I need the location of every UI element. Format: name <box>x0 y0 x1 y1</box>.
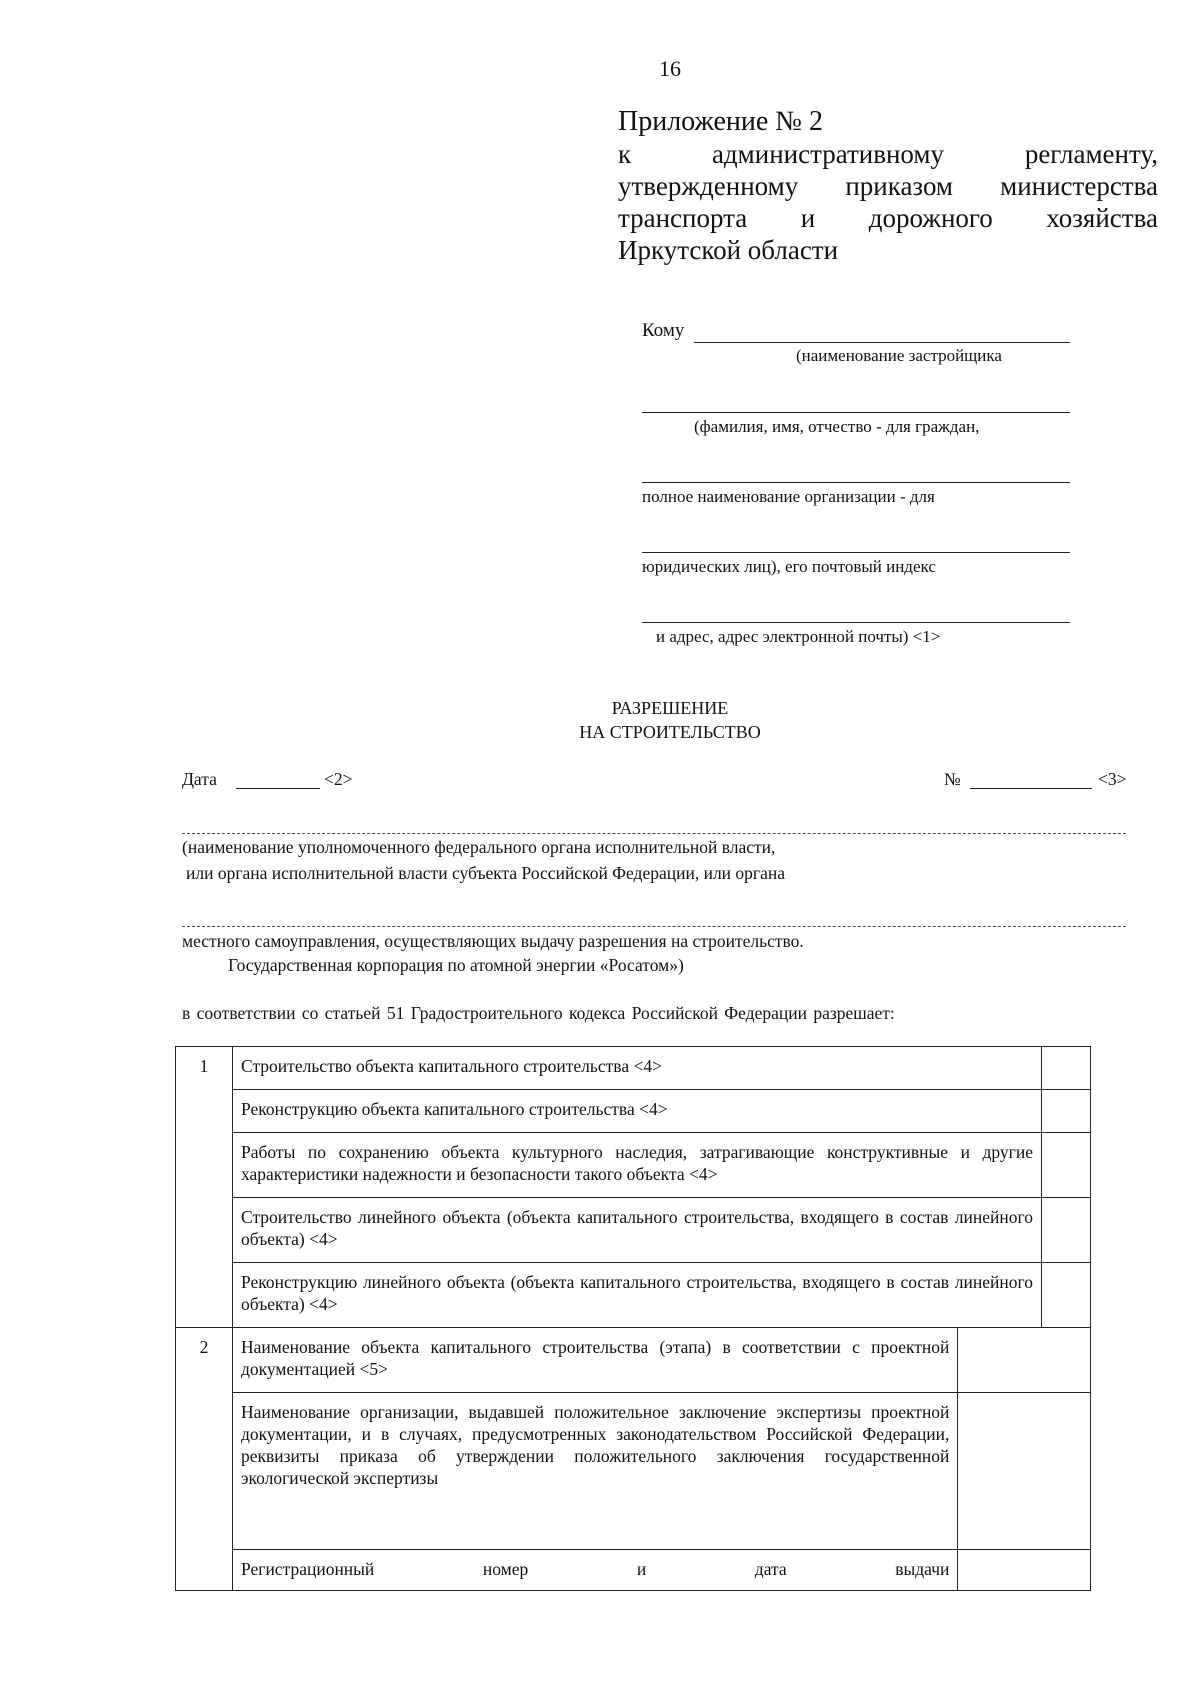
checkbox-cell[interactable] <box>1042 1047 1091 1090</box>
heading-line-2: НА СТРОИТЕЛЬСТВО <box>579 722 761 742</box>
table-cell-label: Строительство объекта капитального строительства <4> <box>233 1047 1042 1090</box>
checkbox-cell[interactable] <box>1042 1263 1091 1328</box>
authority-line-1: (наименование уполномоченного федерального органа исполнительной власти, <box>182 837 776 857</box>
recipient-hint-1: (наименование застройщика <box>796 346 1002 365</box>
table-value-cell[interactable] <box>958 1550 1091 1591</box>
table-row <box>176 1263 1091 1328</box>
appendix-line-2: к административному регламенту, <box>618 139 1158 169</box>
number-field-line[interactable] <box>970 788 1092 789</box>
legal-basis: в соответствии со статьей 51 Градостроительного кодекса Российской Федерации разрешает: <box>182 1003 895 1023</box>
table-row <box>176 1198 1091 1263</box>
table-row <box>176 1090 1091 1133</box>
table-value-cell[interactable] <box>958 1393 1091 1550</box>
appendix-line-4: транспорта и дорожного хозяйства <box>618 203 1158 233</box>
authority-line-2: или органа исполнительной власти субъекта Российской Федерации, или органа <box>186 863 785 883</box>
table-cell-label: Работы по сохранению объекта культурного наследия, затрагивающие конструктивные и другие характеристики надежности и безопасности такого объекта <4> <box>233 1133 1042 1198</box>
number-label: № <box>944 769 961 789</box>
recipient-hint-3: полное наименование организации - для <box>642 487 935 506</box>
checkbox-cell[interactable] <box>1042 1090 1091 1133</box>
page-number: 16 <box>659 56 681 81</box>
authority-field-line-2[interactable] <box>182 926 1126 927</box>
appendix-title: Приложение № 2 <box>618 106 823 137</box>
table-cell-label: Регистрационный номер и дата выдачи <box>233 1550 958 1591</box>
authority-line-3: местного самоуправления, осуществляющих выдачу разрешения на строительство. <box>182 931 804 951</box>
table-row <box>176 1550 1091 1591</box>
permit-table <box>175 1046 1091 1591</box>
date-note: <2> <box>324 769 353 789</box>
table-cell-label: Строительство линейного объекта (объекта капитального строительства, входящего в состав линейного объекта) <4> <box>233 1198 1042 1263</box>
table-row <box>176 1047 1091 1090</box>
checkbox-cell[interactable] <box>1042 1133 1091 1198</box>
recipient-hint-2: (фамилия, имя, отчество - для граждан, <box>694 417 980 436</box>
recipient-hint-5: и адрес, адрес электронной почты) <1> <box>656 627 941 646</box>
number-note: <3> <box>1098 769 1127 789</box>
authority-line-4: Государственная корпорация по атомной энергии «Росатом») <box>228 955 684 975</box>
section-number: 2 <box>176 1328 233 1591</box>
section-number: 1 <box>176 1047 233 1328</box>
appendix-line-3: утвержденному приказом министерства <box>618 171 1158 201</box>
recipient-field-line-4[interactable] <box>642 552 1070 553</box>
recipient-field-line-3[interactable] <box>642 482 1070 483</box>
table-row <box>176 1133 1091 1198</box>
appendix-block <box>618 106 1158 266</box>
date-label: Дата <box>182 769 217 789</box>
recipient-hint-4: юридических лиц), его почтовый индекс <box>642 557 936 576</box>
table-cell-label: Наименование организации, выдавшей положительное заключение экспертизы проектной документации, и в случаях, предусмотренных законодательством Российской Федерации, реквизиты приказа об утверждении положительного заключения государственной экологической экспертизы <box>233 1393 958 1550</box>
recipient-field-line-1[interactable] <box>694 342 1070 343</box>
appendix-line-5: Иркутской области <box>618 235 839 265</box>
recipient-field-line-2[interactable] <box>642 412 1070 413</box>
checkbox-cell[interactable] <box>1042 1198 1091 1263</box>
document-heading <box>0 696 1200 744</box>
table-row <box>176 1393 1091 1550</box>
table-cell-label: Наименование объекта капитального строительства (этапа) в соответствии с проектной документацией <5> <box>233 1328 958 1393</box>
table-cell-label: Реконструкцию линейного объекта (объекта капитального строительства, входящего в состав линейного объекта) <4> <box>233 1263 1042 1328</box>
date-field-line[interactable] <box>236 788 320 789</box>
recipient-field-line-5[interactable] <box>642 622 1070 623</box>
authority-field-line-1[interactable] <box>182 833 1126 834</box>
heading-line-1: РАЗРЕШЕНИЕ <box>611 698 729 718</box>
recipient-label: Кому <box>642 320 685 341</box>
table-row <box>176 1328 1091 1393</box>
table-cell-label: Реконструкцию объекта капитального строительства <4> <box>233 1090 1042 1133</box>
table-value-cell[interactable] <box>958 1328 1091 1393</box>
